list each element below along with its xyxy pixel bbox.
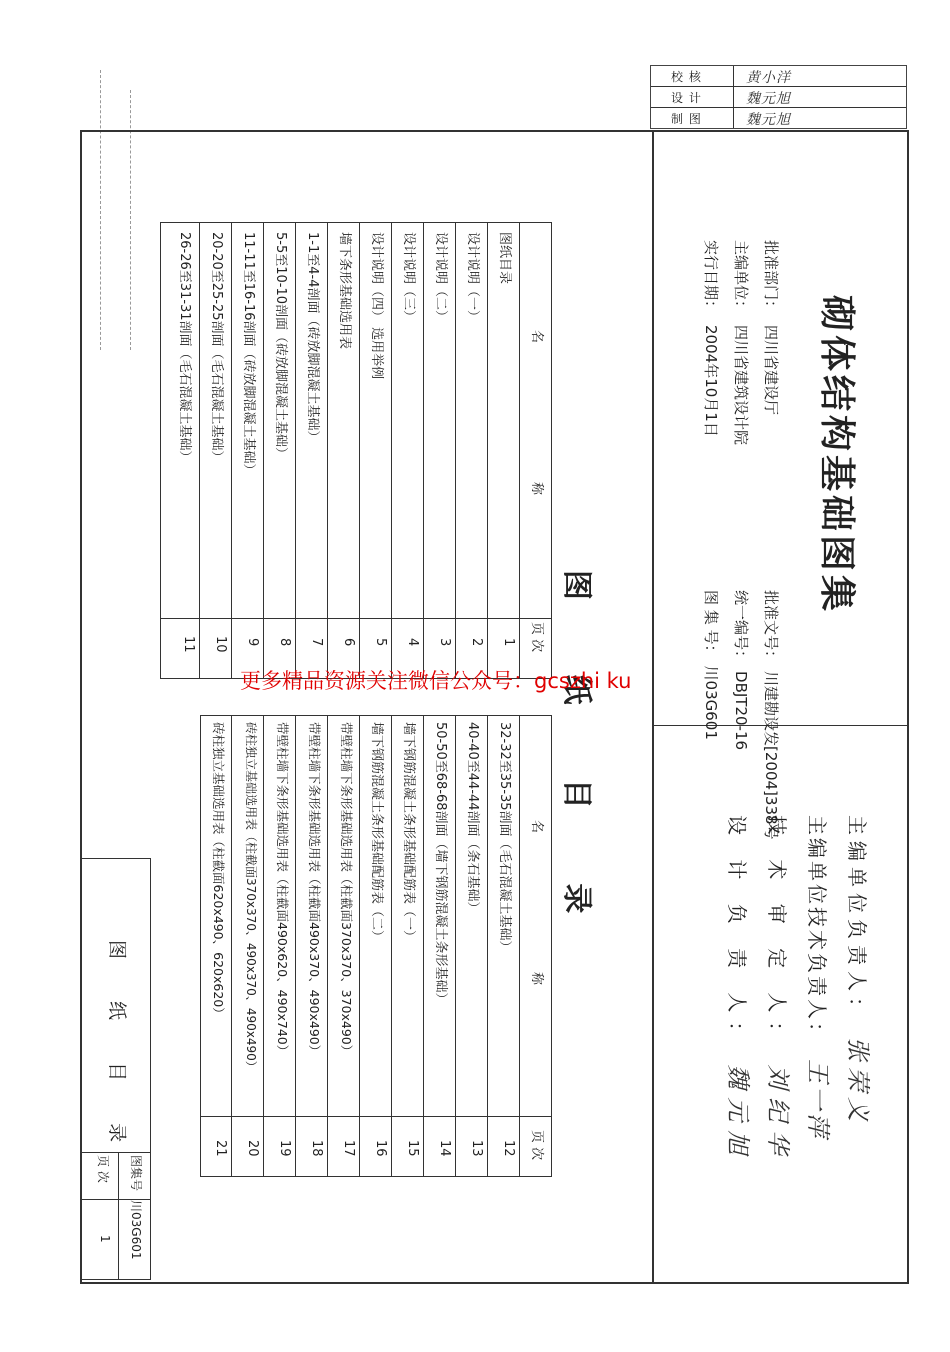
label: 主编单位技术负责人： bbox=[805, 815, 829, 1045]
title-block-atlas-value: 川03G601 bbox=[129, 1200, 143, 1260]
table-row-page: 2 bbox=[469, 638, 484, 647]
table-row-page: 7 bbox=[309, 638, 324, 647]
table-row-name: 设计说明（三） bbox=[401, 232, 416, 324]
table-row-page: 20 bbox=[245, 1140, 260, 1157]
table-header-name: 名 称 bbox=[529, 330, 544, 502]
label: 图 集 号： bbox=[702, 590, 720, 660]
value: 川建勘设发[2004]338号 bbox=[762, 671, 780, 840]
approval-atlas bbox=[701, 590, 722, 740]
table-header-name: 名 称 bbox=[529, 820, 544, 992]
table-row-name: 带壁柱墙下条形基础选用表（柱截面490x620、490x740） bbox=[275, 722, 290, 1058]
responsible-row bbox=[763, 815, 798, 1163]
watermark-text: 更多精品资源关注微信公众号：gcszhi ku bbox=[240, 669, 632, 693]
table-row-name: 32-32至35-35剖面（毛石混凝土基础） bbox=[497, 722, 512, 954]
value: 川03G601 bbox=[702, 665, 720, 740]
label: 实行日期： bbox=[702, 240, 720, 316]
signoff-role: 校 核 bbox=[671, 70, 702, 84]
table-row-page: 17 bbox=[341, 1140, 356, 1157]
title-block-page-label: 页 次 bbox=[96, 1155, 110, 1183]
table-row-name: 带壁柱墙下条形基础选用表（柱截面490x370、490x490） bbox=[307, 722, 322, 1058]
table-row-page: 1 bbox=[501, 638, 516, 647]
signoff-role: 设 计 bbox=[671, 91, 702, 105]
table-row-page: 19 bbox=[277, 1140, 292, 1157]
responsible-row bbox=[843, 815, 878, 1127]
table-row-page: 18 bbox=[309, 1140, 324, 1157]
signature: 王一萍 bbox=[804, 1059, 832, 1140]
table-row-page: 13 bbox=[469, 1140, 484, 1157]
table-row-page: 14 bbox=[437, 1140, 452, 1157]
table-row-name: 40-40至44-44剖面（条石基础） bbox=[465, 722, 480, 915]
value: 四川省建筑设计院 bbox=[732, 325, 750, 446]
table-row-page: 21 bbox=[213, 1140, 228, 1157]
table-row-page: 16 bbox=[373, 1140, 388, 1157]
table-row-name: 砖柱独立基础选用表（柱截面620x490、620x620） bbox=[211, 722, 226, 1020]
table-row-page: 8 bbox=[277, 638, 292, 647]
signoff-signature: 魏元旭 bbox=[746, 91, 791, 107]
table-row-name: 1-1至4-4剖面（砖放脚混凝土基础） bbox=[305, 232, 320, 444]
table-row-page: 4 bbox=[405, 638, 420, 647]
title-block-page-value: 1 bbox=[98, 1235, 112, 1243]
table-row-name: 图纸目录 bbox=[497, 232, 512, 285]
label: 主编单位负责人： bbox=[845, 815, 869, 1023]
approval-doc bbox=[761, 590, 782, 840]
approval-dept bbox=[761, 240, 782, 415]
label: 技 术 审 定 人： bbox=[765, 815, 789, 1051]
responsible-row bbox=[803, 815, 838, 1140]
catalog-heading: 图 纸 目 录 bbox=[559, 570, 594, 946]
table-row-name: 墙下条形基础选用表 bbox=[337, 232, 352, 350]
table-row-name: 设计说明（二） bbox=[433, 232, 448, 324]
table-row-name: 50-50至68-68剖面（墙下钢筋混凝土条形基础） bbox=[433, 722, 448, 1006]
table-row-name: 5-5至10-10剖面（砖放脚混凝土基础） bbox=[273, 232, 288, 461]
table-row-name: 砖柱独立基础选用表（柱截面370x370、490x370、490x490） bbox=[244, 722, 258, 1073]
table-row-page: 11 bbox=[181, 636, 196, 653]
table-header-page: 页 次 bbox=[529, 622, 544, 653]
table-row-name: 设计说明（一） bbox=[465, 232, 480, 324]
table-header-page: 页 次 bbox=[529, 1130, 544, 1161]
signature: 刘纪华 bbox=[764, 1064, 792, 1164]
title-block-atlas-label: 图集号 bbox=[129, 1155, 143, 1192]
signoff-signature: 魏元旭 bbox=[746, 112, 791, 128]
signature: 张荣义 bbox=[844, 1037, 872, 1127]
responsible-row bbox=[723, 815, 758, 1163]
title-block-name: 图 纸 目 录 bbox=[106, 940, 128, 1161]
signoff-signature: 黄小洋 bbox=[746, 70, 791, 86]
table-row-name: 墙下钢筋混凝土条形基础配筋表（二） bbox=[369, 722, 384, 944]
table-row-page: 6 bbox=[341, 638, 356, 647]
table-row-name: 墙下钢筋混凝土条形基础配筋表（一） bbox=[401, 722, 416, 944]
approval-editor bbox=[731, 240, 752, 445]
value: DBJT20-16 bbox=[732, 671, 750, 751]
atlas-title: 砌体结构基础图集 bbox=[816, 295, 857, 616]
table-row-page: 10 bbox=[213, 636, 228, 653]
table-row-name: 11-11至16-16剖面（砖放脚混凝土基础） bbox=[241, 232, 256, 477]
table-row-page: 3 bbox=[437, 638, 452, 647]
table-row-name: 20-20至25-25剖面（毛石混凝土基础） bbox=[209, 232, 224, 464]
signoff-box bbox=[650, 65, 907, 129]
label: 统一编号： bbox=[732, 590, 750, 666]
signature: 魏元旭 bbox=[724, 1064, 752, 1164]
table-row-page: 9 bbox=[245, 638, 260, 647]
table-row-page: 5 bbox=[373, 638, 388, 647]
approval-code bbox=[731, 590, 752, 750]
approval-date bbox=[701, 240, 722, 437]
label: 批准文号： bbox=[762, 590, 780, 666]
label: 主编单位： bbox=[732, 240, 750, 316]
label: 设 计 负 责 人： bbox=[725, 815, 749, 1051]
value: 2004年10月1日 bbox=[702, 325, 720, 437]
table-row-name: 设计说明（四） 选用举例 bbox=[369, 232, 384, 380]
value: 四川省建设厅 bbox=[762, 325, 780, 416]
table-row-page: 15 bbox=[405, 1140, 420, 1157]
signoff-role: 制 图 bbox=[671, 112, 702, 126]
table-row-page: 12 bbox=[501, 1140, 516, 1157]
cover-divider bbox=[652, 130, 654, 1282]
label: 批准部门： bbox=[762, 240, 780, 316]
table-row-name: 带壁柱墙下条形基础选用表（柱截面370x370、370x490） bbox=[339, 722, 354, 1058]
table-row-name: 26-26至31-31剖面（毛石混凝土基础） bbox=[177, 232, 192, 464]
